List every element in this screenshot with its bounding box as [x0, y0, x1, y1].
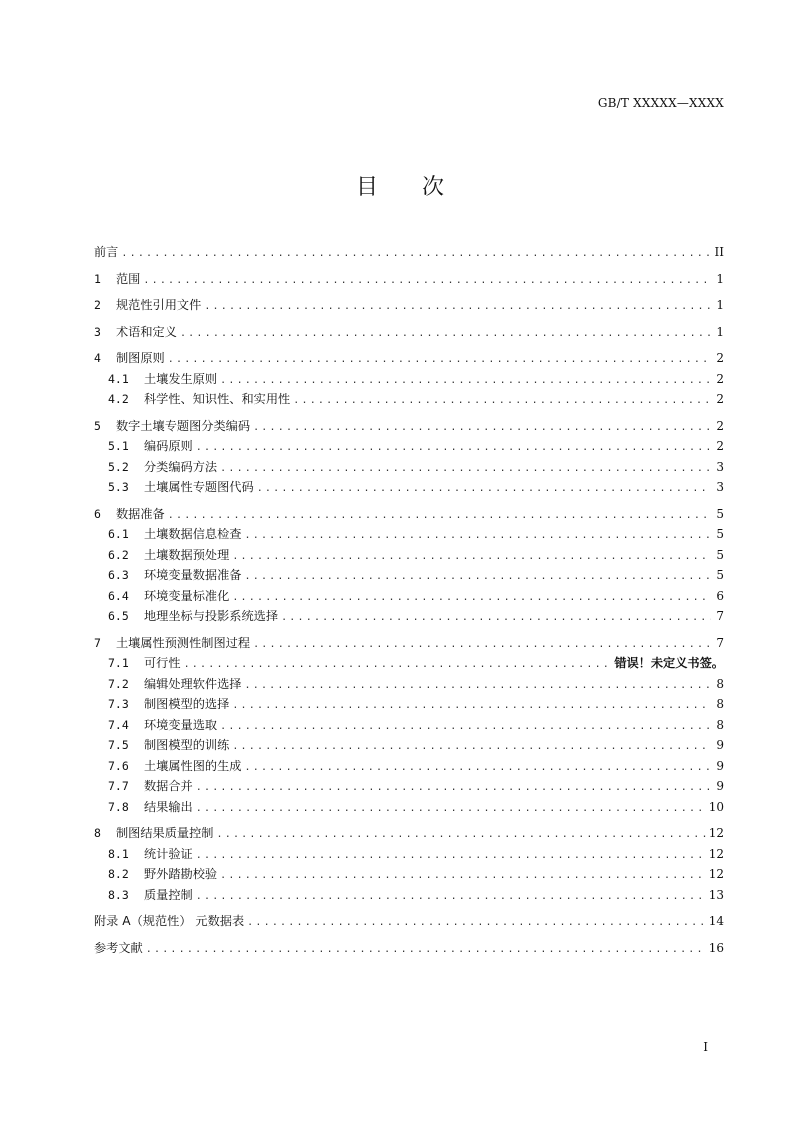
toc-entry-number: 8: [94, 826, 101, 840]
toc-entry-page: 12: [708, 846, 724, 861]
toc-entry[interactable]: [94, 369, 724, 390]
toc-entry-page: 14: [708, 914, 724, 928]
toc-entry-label: 土壤属性预测性制图过程: [116, 635, 251, 650]
toc-entry-page: 5: [716, 527, 724, 541]
toc-entry-label: 编辑处理软件选择: [144, 676, 242, 691]
toc-entry-page: 1: [716, 298, 724, 312]
toc-entry-label: 参考文献: [94, 940, 143, 955]
toc-entry[interactable]: [94, 633, 724, 654]
toc-entry-number: 1: [94, 271, 101, 286]
toc-entry-number: 7.8: [108, 799, 129, 814]
toc-entry-label: 地理坐标与投影系统选择: [144, 609, 279, 623]
toc-entry[interactable]: [94, 322, 724, 343]
toc-entry-page: 7: [716, 609, 724, 623]
toc-entry-number: 3: [94, 324, 101, 339]
toc-entry[interactable]: [94, 457, 724, 478]
toc-entry-page: 5: [716, 506, 724, 521]
toc-entry-number: 7.5: [108, 738, 129, 752]
toc-entry-page: 12: [708, 867, 724, 881]
toc-entry-page: 2: [716, 439, 724, 453]
toc-entry-page: 9: [716, 779, 724, 793]
toc-entry-label: 野外踏勘校验: [144, 867, 218, 881]
toc-entry[interactable]: [94, 844, 724, 865]
toc-entry-number: 7: [94, 635, 101, 650]
toc-entry-number: 7.4: [108, 717, 129, 732]
toc-entry-label: 数据准备: [116, 506, 165, 521]
toc-entry-number: 7.7: [108, 779, 129, 793]
toc-entry[interactable]: [94, 715, 724, 736]
toc-entry-number: 4.2: [108, 392, 129, 406]
toc-dot-leader: [293, 391, 711, 412]
toc-entry[interactable]: [94, 295, 724, 316]
toc-dot-leader: [121, 244, 711, 265]
toc-entry[interactable]: [94, 885, 724, 906]
toc-entry-number: 5: [94, 418, 101, 433]
toc-entry-page: 9: [716, 758, 724, 773]
toc-entry[interactable]: [94, 756, 724, 777]
toc-entry[interactable]: [94, 545, 724, 566]
toc-entry-page: 7: [716, 635, 724, 650]
toc-entry-number: 8.1: [108, 846, 129, 861]
toc-entry-label: 制图结果质量控制: [116, 826, 214, 840]
toc-entry-label: 结果输出: [144, 799, 193, 814]
toc-entry-label: 制图模型的选择: [144, 697, 230, 711]
toc-entry-page: 3: [716, 459, 724, 474]
toc-entry-label: 质量控制: [144, 887, 193, 902]
toc-entry[interactable]: [94, 504, 724, 525]
toc-entry-label: 土壤属性图的生成: [144, 758, 242, 773]
toc-dot-leader: [257, 479, 711, 500]
toc-dot-leader: [232, 696, 711, 717]
toc-entry-number: 7.6: [108, 758, 129, 773]
toc-dot-leader: [245, 676, 712, 697]
toc-entry-label: 土壤数据预处理: [144, 547, 230, 562]
toc-entry-page: II: [714, 245, 724, 259]
toc-entry-page: 8: [716, 676, 724, 691]
toc-entry[interactable]: [94, 416, 724, 437]
toc-entry[interactable]: [94, 586, 724, 607]
toc-entry-number: 6.1: [108, 527, 129, 541]
toc-entry[interactable]: [94, 269, 724, 290]
toc-entry-number: 5.1: [108, 439, 129, 453]
toc-dot-leader: [220, 866, 706, 887]
toc-dot-leader: [196, 799, 706, 820]
toc-dot-leader: [196, 438, 711, 459]
toc-entry[interactable]: [94, 606, 724, 627]
toc-entry-page: 5: [716, 568, 724, 582]
toc-entry[interactable]: [94, 653, 724, 674]
toc-entry-label: 术语和定义: [116, 324, 177, 339]
toc-dot-leader: [220, 371, 711, 392]
toc-dot-leader: [168, 506, 711, 527]
toc-dot-leader: [232, 588, 711, 609]
toc-dot-leader: [245, 758, 712, 779]
toc-entry-page: 2: [716, 392, 724, 406]
toc-dot-leader: [196, 778, 711, 799]
toc-entry-number: 6.2: [108, 547, 129, 562]
toc-entry-page: 16: [708, 940, 724, 955]
toc-entry[interactable]: [94, 864, 724, 885]
toc-entry-label: 规范性引用文件: [116, 298, 202, 312]
toc-entry[interactable]: [94, 911, 724, 932]
toc-entry-label: 范围: [116, 271, 141, 286]
toc-entry[interactable]: [94, 694, 724, 715]
toc-dot-leader: [232, 547, 711, 568]
toc-dot-leader: [196, 846, 706, 867]
toc-entry-label: 土壤数据信息检查: [144, 527, 242, 541]
toc-entry-number: 5.2: [108, 459, 129, 474]
toc-entry-number: 4: [94, 351, 101, 365]
toc-dot-leader: [204, 297, 711, 318]
toc-entry-page: 8: [716, 697, 724, 711]
toc-dot-leader: [196, 887, 706, 908]
toc-entry[interactable]: [94, 938, 724, 959]
toc-dot-leader: [168, 350, 711, 371]
toc-entry-page: 8: [716, 717, 724, 732]
toc-entry-page: 3: [716, 480, 724, 494]
toc-dot-leader: [220, 717, 711, 738]
toc-entry-number: 5.3: [108, 480, 129, 494]
toc-dot-leader: [281, 608, 711, 629]
toc-entry[interactable]: [94, 477, 724, 498]
toc-dot-leader: [143, 271, 711, 292]
toc-entry-number: 7.1: [108, 656, 129, 670]
toc-entry[interactable]: [94, 735, 724, 756]
toc-entry[interactable]: [94, 776, 724, 797]
toc-entry[interactable]: [94, 797, 724, 818]
toc-title: [0, 170, 800, 201]
toc-title-char-2: 次: [422, 175, 445, 200]
toc-entry-number: 6.4: [108, 588, 129, 603]
toc-entry-label: 分类编码方法: [144, 459, 218, 474]
toc-entry-number: 4.1: [108, 371, 129, 386]
toc-entry-page: 13: [708, 887, 724, 902]
toc-entry-label: 土壤发生原则: [144, 371, 218, 386]
toc-dot-leader: [146, 940, 706, 961]
toc-entry-page: 2: [716, 418, 724, 433]
toc-entry-label: 制图模型的训练: [144, 738, 230, 752]
toc-entry-label: 统计验证: [144, 846, 193, 861]
toc-entry[interactable]: [94, 348, 724, 369]
toc-entry-label: 制图原则: [116, 351, 165, 365]
toc-dot-leader: [184, 655, 612, 676]
toc-entry[interactable]: [94, 242, 724, 263]
toc-entry-page: 1: [716, 324, 724, 339]
toc-title-char-1: 目: [355, 175, 378, 200]
toc-entry-page: 2: [716, 371, 724, 386]
toc-dot-leader: [217, 825, 706, 846]
toc-entry-number: 2: [94, 298, 101, 312]
toc-entry-number: 6.5: [108, 609, 129, 623]
toc-entry-page: 9: [716, 738, 724, 752]
toc-entry-label: 环境变量标准化: [144, 588, 230, 603]
toc-dot-leader: [247, 913, 706, 934]
toc-entry-number: 8.3: [108, 887, 129, 902]
toc-entry-label: 数字土壤专题图分类编码: [116, 418, 251, 433]
toc-entry-label: 可行性: [144, 656, 181, 670]
toc-entry-label: 前言: [94, 245, 119, 259]
toc-entry-label: 附录 A（规范性） 元数据表: [94, 914, 245, 928]
toc-dot-leader: [180, 324, 711, 345]
table-of-contents: [94, 242, 724, 958]
toc-entry-number: 7.3: [108, 697, 129, 711]
toc-dot-leader: [253, 635, 711, 656]
toc-entry[interactable]: [94, 823, 724, 844]
toc-entry-number: 6.3: [108, 568, 129, 582]
toc-dot-leader: [232, 737, 711, 758]
toc-dot-leader: [245, 567, 712, 588]
toc-entry-error-text: 错误！未定义书签。: [614, 656, 724, 670]
toc-entry-page: 12: [708, 826, 724, 840]
toc-entry-label: 土壤属性专题图代码: [144, 480, 254, 494]
toc-entry[interactable]: [94, 674, 724, 695]
standard-code: GB/T XXXXX—XXXX: [597, 96, 724, 110]
toc-entry[interactable]: [94, 524, 724, 545]
toc-dot-leader: [253, 418, 711, 439]
toc-entry-label: 环境变量数据准备: [144, 568, 242, 582]
toc-entry-label: 环境变量选取: [144, 717, 218, 732]
toc-entry-label: 科学性、知识性、和实用性: [144, 392, 291, 406]
toc-entry-label: 编码原则: [144, 439, 193, 453]
page-number: I: [703, 1040, 708, 1054]
toc-entry-page: 6: [716, 588, 724, 603]
toc-dot-leader: [245, 526, 712, 547]
toc-entry-page: 1: [716, 271, 724, 286]
toc-entry[interactable]: [94, 436, 724, 457]
toc-entry[interactable]: [94, 389, 724, 410]
toc-entry-page: 2: [716, 351, 724, 365]
toc-entry-label: 数据合并: [144, 779, 193, 793]
toc-entry-number: 6: [94, 506, 101, 521]
toc-entry-page: 10: [708, 799, 724, 814]
toc-entry-number: 7.2: [108, 676, 129, 691]
toc-entry[interactable]: [94, 565, 724, 586]
toc-entry-page: 5: [716, 547, 724, 562]
toc-entry-number: 8.2: [108, 867, 129, 881]
toc-dot-leader: [220, 459, 711, 480]
